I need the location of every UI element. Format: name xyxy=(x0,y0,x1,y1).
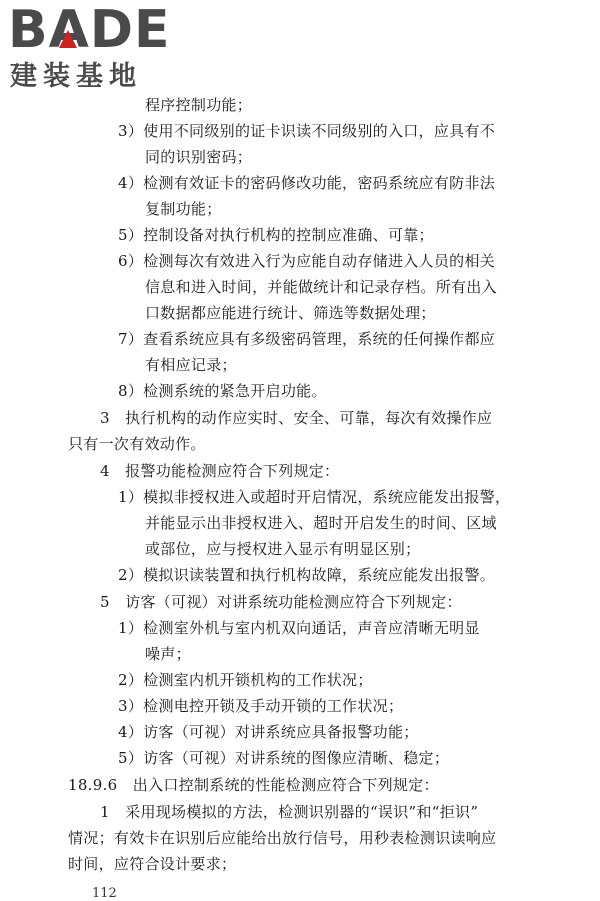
text-line: 5 访客（可视）对讲系统功能检测应符合下列规定： xyxy=(100,593,462,611)
text-line: 有相应记录； xyxy=(145,356,237,374)
text-line: 噪声； xyxy=(145,645,191,663)
text-line: 并能显示出非授权进入、超时开启发生的时间、区域 xyxy=(145,514,497,532)
text-line: 信息和进入时间，并能做统计和记录存档。所有出入 xyxy=(145,278,497,296)
text-line: 4 报警功能检测应符合下列规定： xyxy=(100,462,340,480)
text-line: 同的识别密码； xyxy=(145,148,253,166)
text-line: 1 采用现场模拟的方法，检测识别器的“误识”和“拒识” xyxy=(100,803,479,821)
text-line: 程序控制功能； xyxy=(145,96,253,114)
section-heading: 18.9.6 出入口控制系统的性能检测应符合下列规定： xyxy=(68,776,439,794)
text-line: 3）检测电控开锁及手动开锁的工作状况； xyxy=(118,697,404,715)
text-line: 4）检测有效证卡的密码修改功能，密码系统应有防非法 xyxy=(118,174,496,192)
text-line: 情况；有效卡在识别后应能给出放行信号，用秒表检测识读响应 xyxy=(68,829,497,847)
text-line: 2）检测室内机开锁机构的工作状况； xyxy=(118,671,373,689)
text-line: 1）模拟非授权进入或超时开启情况，系统应能发出报警， xyxy=(118,488,511,506)
text-line: 只有一次有效动作。 xyxy=(68,435,206,453)
logo-brand-chinese: 建装基地 xyxy=(10,61,142,92)
text-line: 4）访客（可视）对讲系统应具备报警功能； xyxy=(118,723,419,741)
page-number: 112 xyxy=(92,886,117,901)
text-line: 3）使用不同级别的证卡识读不同级别的入口，应具有不 xyxy=(118,122,496,140)
text-line: 复制功能； xyxy=(145,200,222,218)
text-line: 或部位，应与授权进入显示有明显区别； xyxy=(145,540,421,558)
text-line: 2）模拟识读装置和执行机构故障，系统应能发出报警。 xyxy=(118,566,496,584)
text-line: 时间，应符合设计要求； xyxy=(68,855,237,873)
text-line: 5）控制设备对执行机构的控制应准确、可靠； xyxy=(118,226,434,244)
logo-brand-text: BADE xyxy=(8,0,171,60)
text-line: 7）查看系统应具有多级密码管理，系统的任何操作都应 xyxy=(118,330,496,348)
text-line: 1）检测室外机与室内机双向通话，声音应清晰无明显 xyxy=(118,619,480,637)
text-line: 3 执行机构的动作应实时、安全、可靠，每次有效操作应 xyxy=(100,409,493,427)
text-line: 口数据都应能进行统计、筛选等数据处理； xyxy=(145,304,436,322)
text-line: 5）访客（可视）对讲系统的图像应清晰、稳定； xyxy=(118,749,450,767)
text-line: 8）检测系统的紧急开启功能。 xyxy=(118,382,327,400)
text-line: 6）检测每次有效进入行为应能自动存储进入人员的相关 xyxy=(118,252,496,270)
